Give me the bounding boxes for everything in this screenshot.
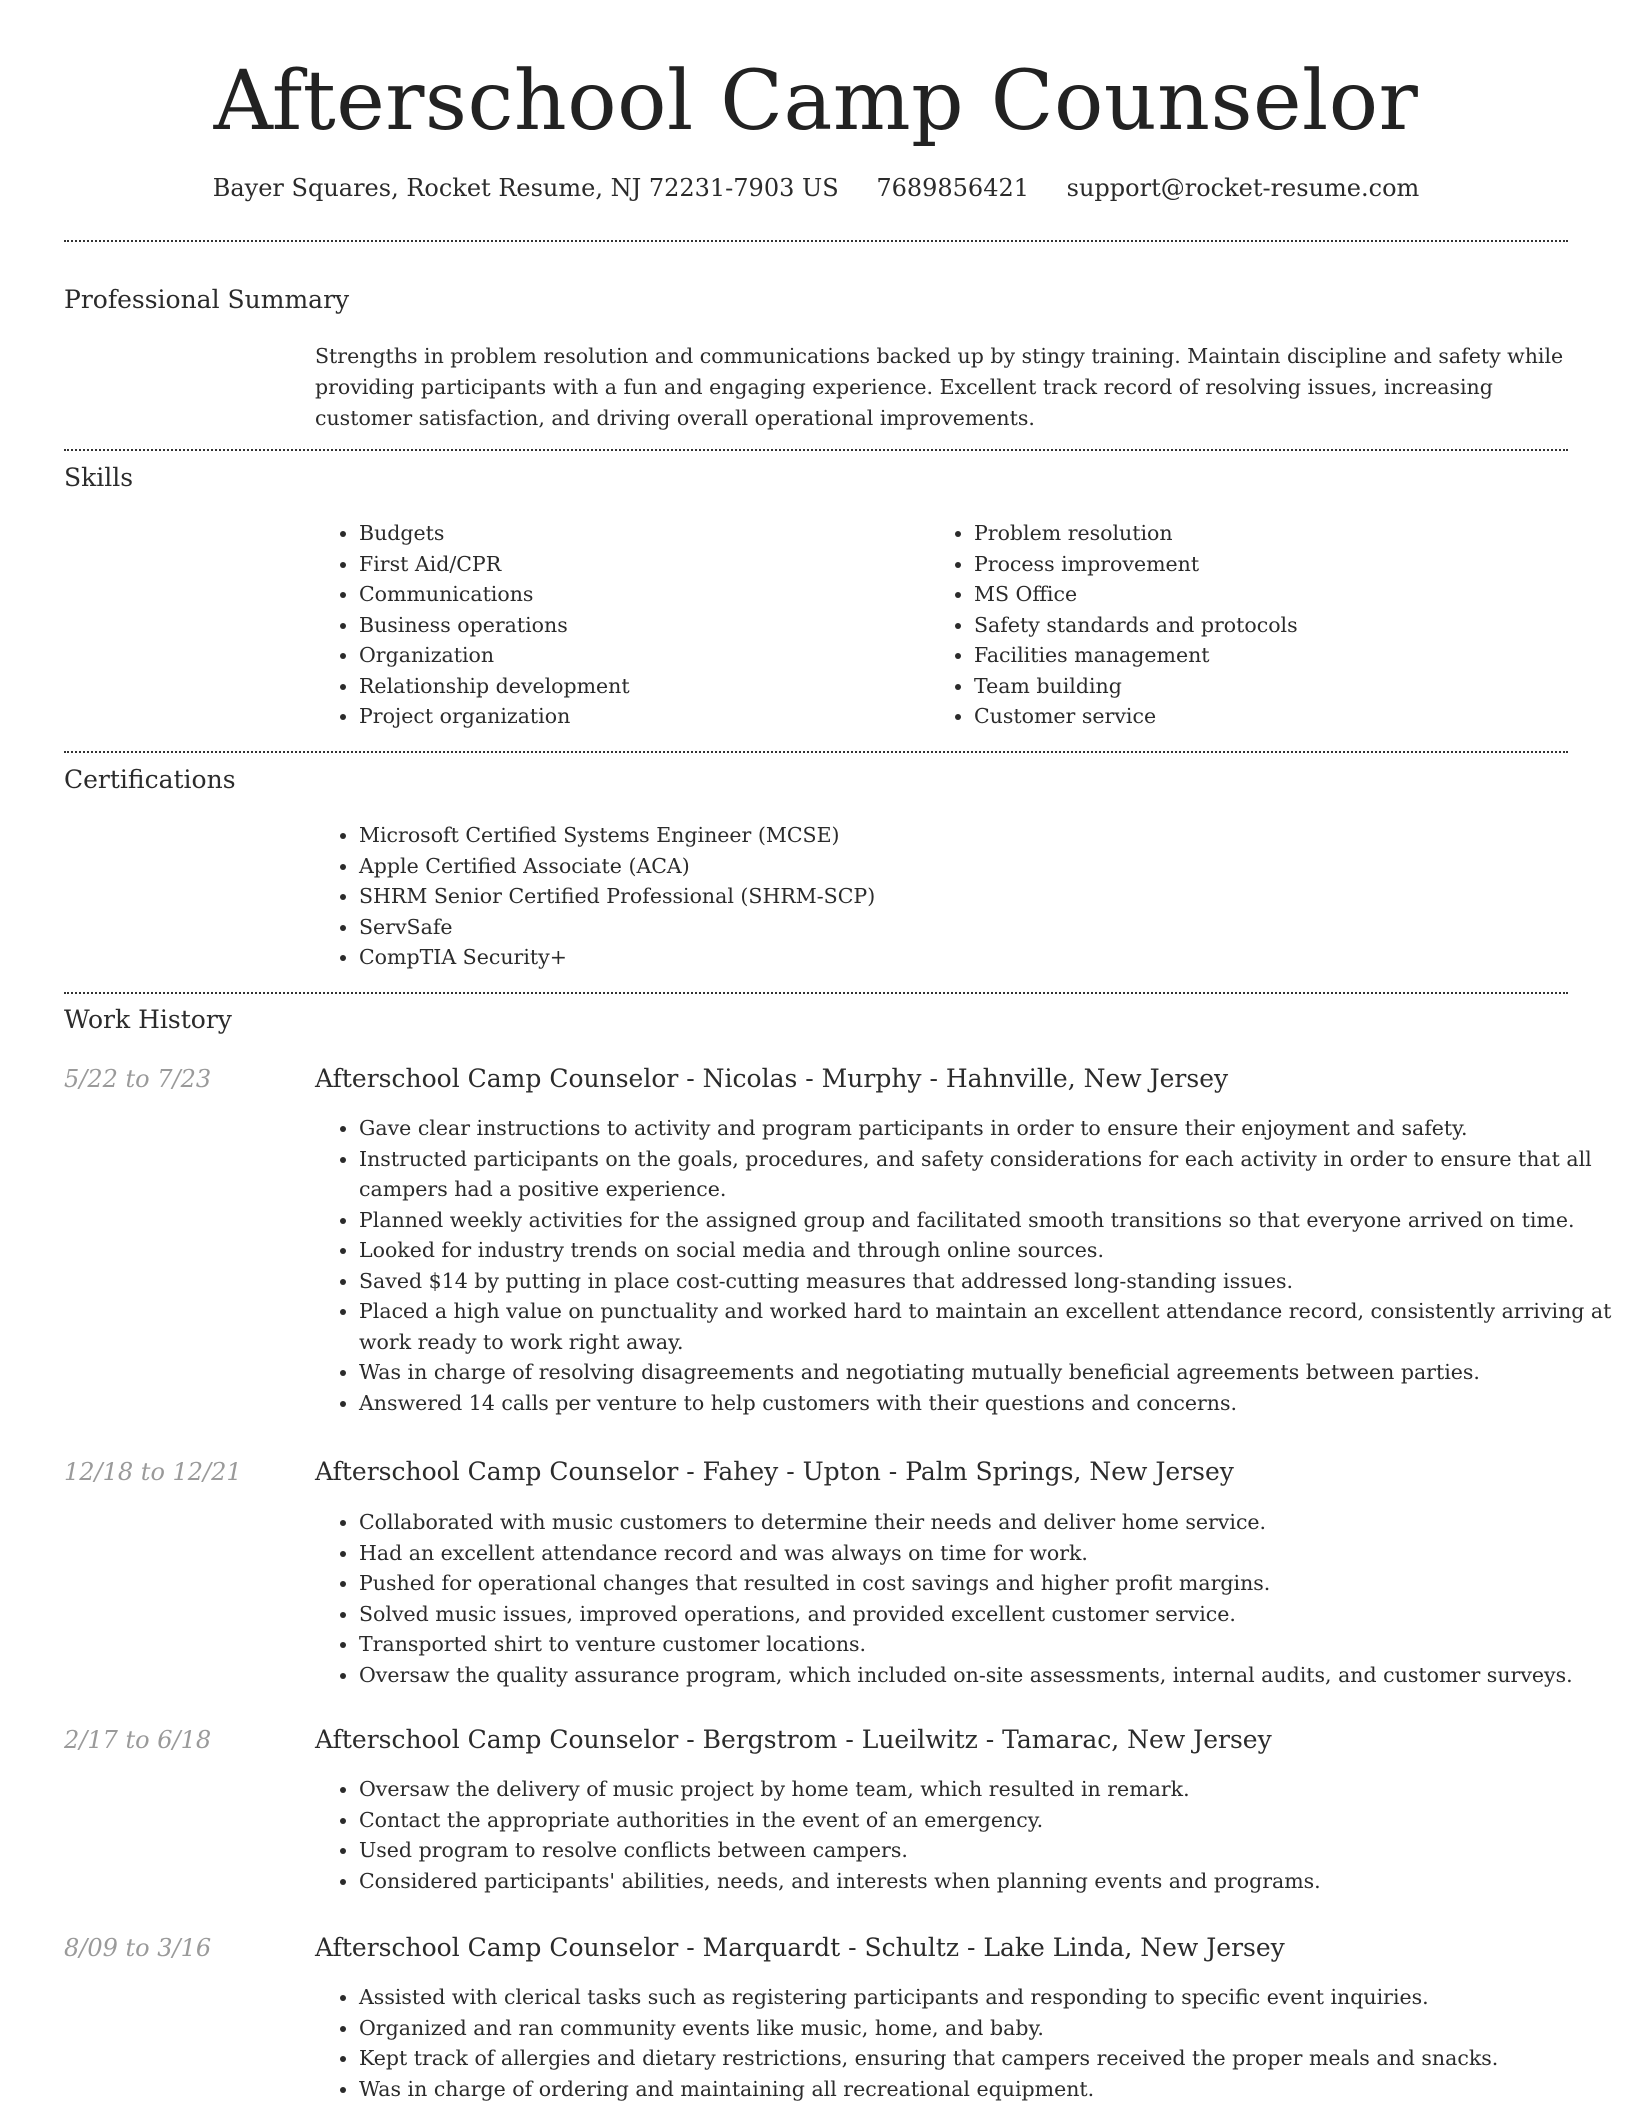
work-history-heading: Work History bbox=[64, 1005, 232, 1034]
skills-heading: Skills bbox=[64, 463, 134, 492]
divider bbox=[64, 992, 1568, 994]
skill-item: • Process improvement bbox=[974, 549, 1594, 580]
job-bullet: • Collaborated with music customers to determine their needs and deliver home service. bbox=[359, 1507, 1629, 1538]
skill-item: • Relationship development bbox=[359, 671, 919, 702]
contact-phone: 7689856421 bbox=[876, 174, 1030, 202]
contact-line bbox=[0, 172, 1632, 204]
certification-item: • ServSafe bbox=[359, 912, 1559, 943]
job-bullets bbox=[315, 1507, 1629, 1690]
skill-item: • MS Office bbox=[974, 579, 1594, 610]
certification-item: • CompTIA Security+ bbox=[359, 942, 1559, 973]
job-dates: 5/22 to 7/23 bbox=[64, 1065, 212, 1093]
job-bullet: • Solved music issues, improved operations, and provided excellent customer service. bbox=[359, 1599, 1629, 1630]
job-bullet: • Placed a high value on punctuality and worked hard to maintain an excellent attendance record, consistently arriving at work ready to work right away. bbox=[359, 1296, 1629, 1357]
job-title: Afterschool Camp Counselor - Marquardt - Schultz - Lake Linda, New Jersey bbox=[315, 1933, 1285, 1962]
skill-item: • Communications bbox=[359, 579, 919, 610]
divider bbox=[64, 240, 1568, 242]
skill-item: • Organization bbox=[359, 640, 919, 671]
skill-item: • Budgets bbox=[359, 518, 919, 549]
job-dates: 12/18 to 12/21 bbox=[64, 1458, 242, 1486]
resume-name: Afterschool Camp Counselor bbox=[213, 54, 1419, 149]
job-bullet: • Planned weekly activities for the assigned group and facilitated smooth transitions so that everyone arrived on time. bbox=[359, 1205, 1629, 1236]
job-bullet: • Instructed participants on the goals, procedures, and safety considerations for each activity in order to ensure that all campers had a positive experience. bbox=[359, 1144, 1629, 1205]
certification-item: • Microsoft Certified Systems Engineer (MCSE) bbox=[359, 820, 1559, 851]
job-bullet: • Was in charge of ordering and maintaining all recreational equipment. bbox=[359, 2074, 1629, 2105]
job-bullet: • Saved $14 by putting in place cost-cutting measures that addressed long-standing issues. bbox=[359, 1266, 1629, 1297]
job-bullet: • Transported shirt to venture customer locations. bbox=[359, 1629, 1629, 1660]
job-bullet: • Pushed for operational changes that resulted in cost savings and higher profit margins. bbox=[359, 1568, 1629, 1599]
divider bbox=[64, 751, 1568, 753]
job-bullet: • Looked for industry trends on social media and through online sources. bbox=[359, 1235, 1629, 1266]
job-title: Afterschool Camp Counselor - Nicolas - Murphy - Hahnville, New Jersey bbox=[315, 1064, 1229, 1093]
job-bullet: • Was in charge of resolving disagreements and negotiating mutually beneficial agreements between parties. bbox=[359, 1357, 1629, 1388]
job-bullets bbox=[315, 1113, 1629, 1418]
job-bullet: • Assisted with clerical tasks such as registering participants and responding to specific event inquiries. bbox=[359, 1982, 1629, 2013]
job-title: Afterschool Camp Counselor - Fahey - Upton - Palm Springs, New Jersey bbox=[315, 1457, 1234, 1486]
job-bullet: • Used program to resolve conflicts between campers. bbox=[359, 1835, 1629, 1866]
skill-item: • Problem resolution bbox=[974, 518, 1594, 549]
skill-item: • Facilities management bbox=[974, 640, 1594, 671]
skills-list-right bbox=[930, 518, 1594, 732]
job-bullet: • Oversaw the quality assurance program, which included on-site assessments, internal audits, and customer surveys. bbox=[359, 1660, 1629, 1691]
job-bullet: • Considered participants' abilities, needs, and interests when planning events and programs. bbox=[359, 1866, 1629, 1897]
certification-item: • Apple Certified Associate (ACA) bbox=[359, 851, 1559, 882]
job-dates: 2/17 to 6/18 bbox=[64, 1726, 212, 1754]
job-bullet: • Organized and ran community events like music, home, and baby. bbox=[359, 2013, 1629, 2044]
certifications-heading: Certifications bbox=[64, 765, 236, 794]
job-bullet: • Gave clear instructions to activity and program participants in order to ensure their enjoyment and safety. bbox=[359, 1113, 1629, 1144]
job-bullet: • Contact the appropriate authorities in the event of an emergency. bbox=[359, 1805, 1629, 1836]
job-bullet: • Answered 14 calls per venture to help customers with their questions and concerns. bbox=[359, 1388, 1629, 1419]
job-bullet: • Oversaw the delivery of music project by home team, which resulted in remark. bbox=[359, 1774, 1629, 1805]
skills-list-left bbox=[315, 518, 919, 732]
job-bullets bbox=[315, 1774, 1629, 1896]
job-bullet: • Kept track of allergies and dietary restrictions, ensuring that campers received the proper meals and snacks. bbox=[359, 2043, 1629, 2074]
skill-item: • Safety standards and protocols bbox=[974, 610, 1594, 641]
contact-email: support@rocket-resume.com bbox=[1066, 174, 1420, 202]
summary-text: Strengths in problem resolution and communications backed up by stingy training. Maintain discipline and safety while providing participants with a fun and engaging experience. Excellent track record of resolving issues, increasing customer satisfaction, and driving overall operational improvements. bbox=[315, 344, 1564, 430]
certification-item: • SHRM Senior Certified Professional (SHRM-SCP) bbox=[359, 881, 1559, 912]
skill-item: • First Aid/CPR bbox=[359, 549, 919, 580]
skill-item: • Business operations bbox=[359, 610, 919, 641]
skill-item: • Project organization bbox=[359, 701, 919, 732]
summary-heading: Professional Summary bbox=[64, 285, 350, 314]
job-dates: 8/09 to 3/16 bbox=[64, 1934, 212, 1962]
skill-item: • Customer service bbox=[974, 701, 1594, 732]
job-title: Afterschool Camp Counselor - Bergstrom - Lueilwitz - Tamarac, New Jersey bbox=[315, 1725, 1272, 1754]
job-bullets bbox=[315, 1982, 1629, 2104]
certifications-list bbox=[315, 820, 1559, 973]
contact-address: Bayer Squares, Rocket Resume, NJ 72231-7903 US bbox=[212, 174, 839, 202]
skill-item: • Team building bbox=[974, 671, 1594, 702]
job-bullet: • Had an excellent attendance record and was always on time for work. bbox=[359, 1538, 1629, 1569]
divider bbox=[64, 449, 1568, 451]
